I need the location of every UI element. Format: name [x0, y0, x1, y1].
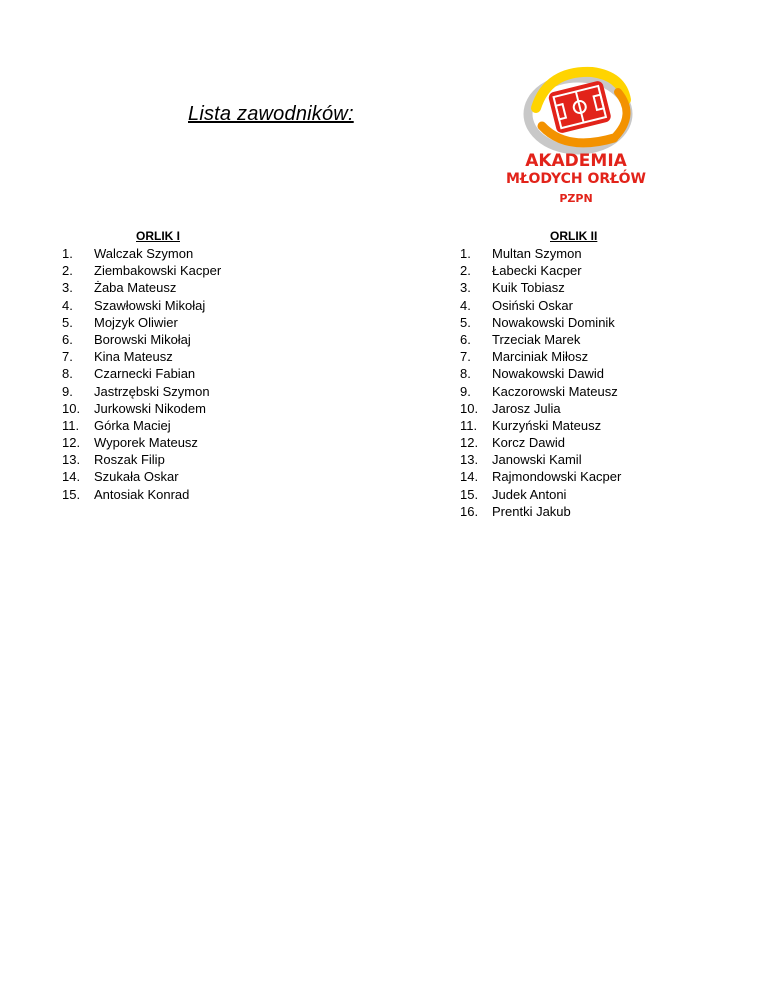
logo-text-line3: PZPN — [559, 192, 593, 205]
list-item-number: 9. — [460, 383, 471, 399]
team-title: ORLIK II — [550, 229, 598, 243]
list-item — [460, 417, 700, 434]
player-name: Kaczorowski Mateusz — [492, 383, 618, 399]
list-item — [460, 348, 700, 365]
player-name: Multan Szymon — [492, 246, 582, 261]
player-name: Wyporek Mateusz — [94, 435, 198, 451]
list-item-number: 14. — [460, 469, 479, 485]
player-name: Żaba Mateusz — [94, 280, 177, 296]
team-title: ORLIK I — [136, 229, 180, 243]
list-item-number: 2. — [62, 263, 73, 279]
player-name: Jarosz Julia — [492, 400, 561, 416]
player-name: Górka Maciej — [94, 417, 171, 433]
player-name: Kurzyński Mateusz — [492, 417, 602, 433]
team-column-orlik-2 — [460, 228, 700, 520]
list-item — [62, 297, 302, 314]
list-item-number: 7. — [62, 349, 73, 365]
list-item — [62, 331, 302, 348]
list-item-number: 4. — [460, 297, 471, 313]
list-item — [62, 348, 302, 365]
player-name: Kuik Tobiasz — [492, 280, 565, 296]
list-item — [460, 279, 700, 296]
list-item — [460, 434, 700, 451]
player-name: Rajmondowski Kacper — [492, 469, 622, 485]
list-item-number: 15. — [460, 486, 479, 502]
list-item-number: 15. — [62, 486, 81, 502]
list-item-number: 13. — [62, 452, 81, 468]
list-item-number: 8. — [460, 366, 471, 382]
list-item — [460, 468, 700, 485]
list-item-number: 4. — [62, 297, 73, 313]
list-item-number: 6. — [62, 331, 73, 347]
player-name: Kina Mateusz — [94, 349, 173, 365]
list-item-number: 10. — [460, 400, 479, 416]
player-list — [62, 245, 302, 503]
list-item-number: 7. — [460, 349, 471, 365]
player-name: Korcz Dawid — [492, 435, 565, 451]
player-name: Trzeciak Marek — [492, 331, 581, 347]
list-item-number: 1. — [62, 246, 73, 261]
player-name: Szawłowski Mikołaj — [94, 297, 206, 313]
player-name: Mojzyk Oliwier — [94, 314, 178, 330]
list-item-number: 13. — [460, 452, 479, 468]
player-name: Nowakowski Dominik — [492, 314, 615, 330]
list-item-number: 12. — [62, 435, 81, 451]
list-item — [62, 486, 302, 503]
list-item — [62, 245, 302, 262]
list-item-number: 10. — [62, 400, 81, 416]
list-item — [62, 468, 302, 485]
logo-text-line2: MŁODYCH ORŁÓW — [506, 171, 646, 187]
list-item — [62, 383, 302, 400]
list-item — [62, 434, 302, 451]
player-name: Czarnecki Fabian — [94, 366, 196, 382]
player-name: Prentki Jakub — [492, 503, 571, 519]
list-item — [62, 365, 302, 382]
player-name: Antosiak Konrad — [94, 486, 190, 502]
list-item-number: 3. — [460, 280, 471, 296]
list-item-number: 3. — [62, 280, 73, 296]
list-item-number: 2. — [460, 263, 471, 279]
pitch-emblem-icon — [496, 64, 656, 212]
academy-logo — [496, 64, 656, 212]
player-name: Janowski Kamil — [492, 452, 582, 468]
list-item-number: 9. — [62, 383, 73, 399]
list-item — [460, 486, 700, 503]
list-item-number: 11. — [62, 417, 80, 433]
list-item — [62, 400, 302, 417]
player-name: Walczak Szymon — [94, 246, 194, 261]
list-item — [460, 383, 700, 400]
list-item-number: 12. — [460, 435, 479, 451]
player-name: Judek Antoni — [492, 486, 567, 502]
list-item-number: 14. — [62, 469, 81, 485]
list-item — [460, 503, 700, 520]
list-item — [460, 314, 700, 331]
list-item — [62, 279, 302, 296]
player-name: Roszak Filip — [94, 452, 165, 468]
player-name: Osiński Oskar — [492, 297, 573, 313]
player-name: Jastrzębski Szymon — [94, 383, 210, 399]
player-name: Szukała Oskar — [94, 469, 179, 485]
list-item — [460, 245, 700, 262]
list-item-number: 6. — [460, 331, 471, 347]
player-name: Marciniak Miłosz — [492, 349, 589, 365]
list-item — [62, 417, 302, 434]
list-item — [460, 400, 700, 417]
player-name: Jurkowski Nikodem — [94, 400, 206, 416]
player-name: Ziembakowski Kacper — [94, 263, 222, 279]
list-item — [460, 451, 700, 468]
list-item-number: 5. — [460, 314, 471, 330]
list-item — [62, 262, 302, 279]
list-item — [62, 451, 302, 468]
team-column-orlik-1 — [62, 228, 302, 503]
player-name: Borowski Mikołaj — [94, 331, 191, 347]
list-item — [460, 297, 700, 314]
page-title: Lista zawodników: — [188, 103, 354, 125]
list-item — [62, 314, 302, 331]
list-item-number: 11. — [460, 417, 478, 433]
player-name: Nowakowski Dawid — [492, 366, 604, 382]
list-item — [460, 262, 700, 279]
list-item-number: 8. — [62, 366, 73, 382]
player-name: Łabecki Kacper — [492, 263, 582, 279]
list-item — [460, 331, 700, 348]
logo-text-line1: AKADEMIA — [525, 151, 627, 171]
list-item-number: 5. — [62, 314, 73, 330]
player-list — [460, 245, 700, 520]
list-item — [460, 365, 700, 382]
list-item-number: 16. — [460, 503, 479, 519]
list-item-number: 1. — [460, 246, 471, 261]
